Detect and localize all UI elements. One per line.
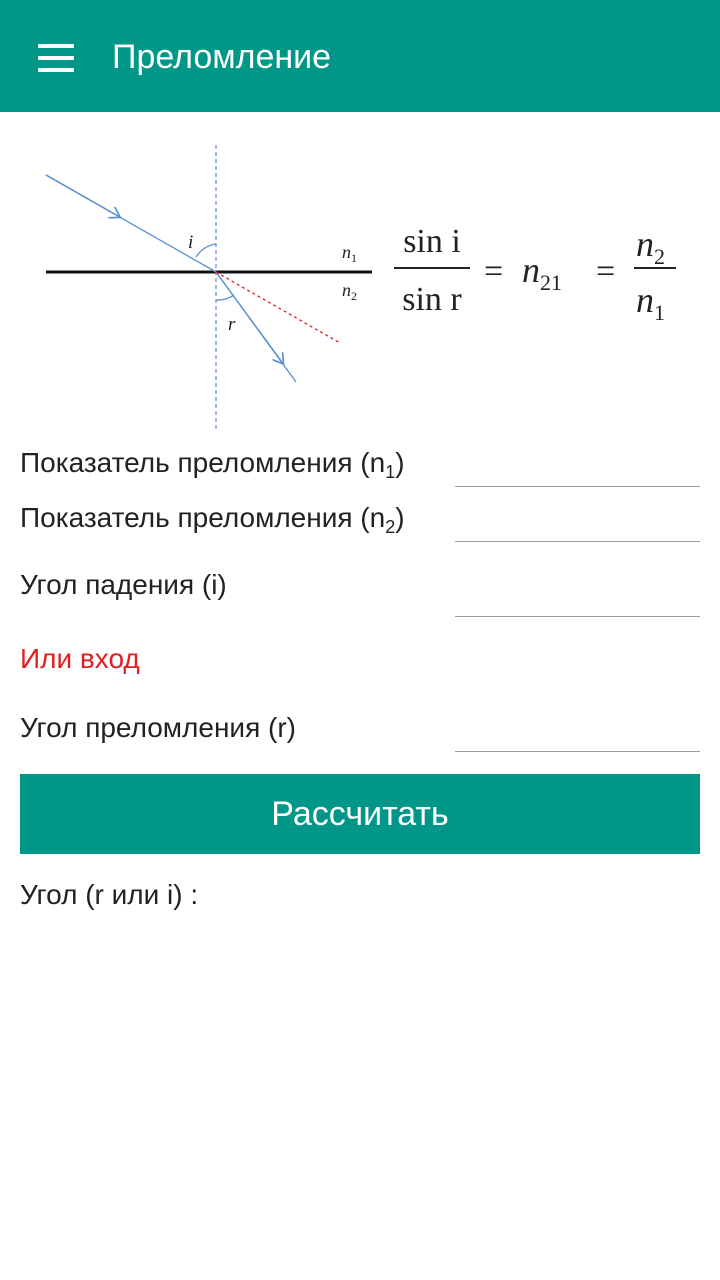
or-input-text: Или вход [20, 643, 140, 674]
menu-icon[interactable] [30, 36, 82, 80]
incidence-angle-input[interactable] [455, 572, 700, 617]
refraction-diagram [0, 130, 720, 440]
formula-equals-1: = [484, 253, 504, 290]
calculate-button[interactable]: Рассчитать [20, 774, 700, 854]
formula-equals-2: = [596, 253, 616, 290]
incidence-angle-label: Угол падения (i) [20, 569, 227, 600]
angle-r-arc [216, 295, 234, 300]
formula-n1: $n_1$ [636, 280, 665, 325]
angle-r-label: r [228, 314, 236, 335]
refraction-angle-label: Угол преломления (r) [20, 712, 296, 743]
n1-input[interactable] [455, 442, 700, 487]
app-bar [0, 0, 720, 112]
n1-label: Показатель преломления $(n_1)$ [20, 447, 405, 482]
n2-label: Показатель преломления $(n_2)$ [20, 502, 405, 537]
page-title: Преломление [112, 38, 332, 76]
angle-i-label: i [188, 232, 194, 253]
formula-n21: $n_{21}$ [522, 250, 562, 295]
medium-1-label: $n_1$ [342, 242, 357, 265]
n2-input[interactable] [455, 497, 700, 542]
formula-denominator: sin r [402, 281, 462, 318]
medium-2-label: $n_2$ [342, 280, 357, 303]
result-label: Угол (r или i) : [20, 879, 199, 910]
angle-i-arc [196, 244, 216, 257]
refraction-angle-input[interactable] [455, 707, 700, 752]
formula-numerator: sin i [403, 223, 461, 260]
formula-n2: $n_2$ [636, 224, 665, 269]
